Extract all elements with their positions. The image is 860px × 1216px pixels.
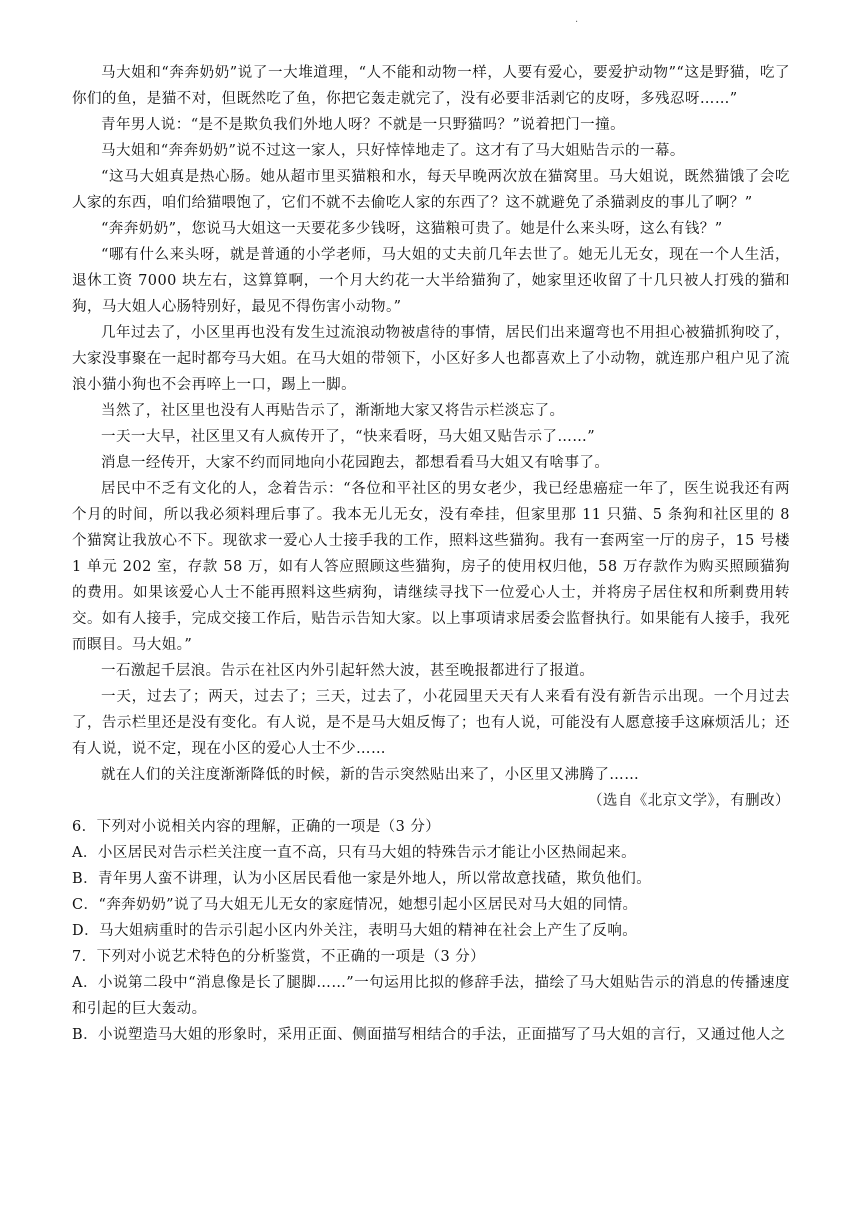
question-stem: 6．下列对小说相关内容的理解，正确的一项是（3 分） <box>72 819 441 835</box>
story-paragraph: 消息一经传开，大家不约而同地向小花园跑去，都想看看马大姐又有啥事了。 <box>101 455 610 471</box>
answer-option-c: C．“奔奔奶奶”说了马大姐无儿无女的家庭情况，她想引起小区居民对马大姐的同情。 <box>72 897 638 913</box>
header-dot: . <box>575 14 579 25</box>
answer-option-d: D．马大姐病重时的告示引起小区内外关注，表明马大姐的精神在社会上产生了反响。 <box>72 923 638 939</box>
story-paragraph: 一石激起千层浪。告示在社区内外引起轩然大波，甚至晚报都进行了报道。 <box>101 663 595 679</box>
story-paragraph: 几年过去了，小区里再也没有发生过流浪动物被虐待的事情，居民们出来遛弯也不用担心被猫抓狗咬了，大家没事聚在一起时都夸马大姐。在马大姐的带领下，小区好多人也都喜欢上了小动物，就连那户租户见了流浪小猫小狗也不会再啐上一口，踢上一脚。 <box>72 325 790 393</box>
story-paragraph: “这马大姐真是热心肠。她从超市里买猫粮和水，每天早晚两次放在猫窝里。马大姐说，既然猫饿了会吃人家的东西，咱们给猫喂饱了，它们不就不去偷吃人家的东西了？这不就避免了杀猫剥皮的事儿了啊？” <box>72 169 790 211</box>
story-paragraph: 一天，过去了；两天，过去了；三天，过去了，小花园里天天有人来看有没有新告示出现。一个月过去了，告示栏里还是没有变化。有人说，是不是马大姐反悔了；也有人说，可能没有人愿意接手这麻烦活儿；还有人说，说不定，现在小区的爱心人士不少…… <box>72 689 790 757</box>
story-paragraph: 当然了，社区里也没有人再贴告示了，渐渐地大家又将告示栏淡忘了。 <box>101 403 565 419</box>
answer-option-a: A．小说第二段中“消息像是长了腿脚……”一句运用比拟的修辞手法，描绘了马大姐贴告示的消息的传播速度和引起的巨大轰动。 <box>72 975 790 1017</box>
question-6 <box>72 814 790 944</box>
story-paragraph: “奔奔奶奶”，您说马大姐这一天要花多少钱呀，这猫粮可贵了。她是什么来头呀，这么有钱？” <box>101 221 723 237</box>
story-text <box>72 60 790 788</box>
source-note: （选自《北京文学》，有删改） <box>587 793 790 809</box>
story-paragraph: 就在人们的关注度渐渐降低的时候，新的告示突然贴出来了，小区里又沸腾了…… <box>101 767 640 783</box>
story-paragraph: 马大姐和“奔奔奶奶”说了一大堆道理，“人不能和动物一样，人要有爱心，要爱护动物”“这是野猫，吃了你们的鱼，是猫不对，但既然吃了鱼，你把它轰走就完了，没有必要非活剥它的皮呀，多残忍呀……” <box>72 65 790 107</box>
answer-option-b: B．青年男人蛮不讲理，认为小区居民看他一家是外地人，所以常故意找碴，欺负他们。 <box>72 871 652 887</box>
document-page <box>72 60 790 1048</box>
question-stem: 7．下列对小说艺术特色的分析鉴赏，不正确的一项是（3 分） <box>72 949 486 965</box>
answer-option-b: B．小说塑造马大姐的形象时，采用正面、侧面描写相结合的手法，正面描写了马大姐的言行，又通过他人之 <box>72 1027 786 1043</box>
story-paragraph: 青年男人说：“是不是欺负我们外地人呀？不就是一只野猫吗？”说着把门一撞。 <box>101 117 626 133</box>
story-paragraph: “哪有什么来头呀，就是普通的小学老师，马大姐的丈夫前几年去世了。她无儿无女，现在一个人生活，退休工资 7000 块左右，这算算啊，一个月大约花一大半给猫狗了，她家里还收留了十几只被人打残的猫和狗，马大姐人心肠特别好，最见不得伤害小动物。” <box>72 247 790 315</box>
story-paragraph: 一天一大早，社区里又有人疯传开了，“快来看呀，马大姐又贴告示了……” <box>101 429 596 445</box>
answer-option-a: A．小区居民对告示栏关注度一直不高，只有马大姐的特殊告示才能让小区热闹起来。 <box>72 845 637 861</box>
story-paragraph: 居民中不乏有文化的人，念着告示：“各位和平社区的男女老少，我已经患癌症一年了，医生说我还有两个月的时间，所以我必须料理后事了。我本无儿无女，没有牵挂，但家里那 11 只猫、5 条狗和社区里的 8 个猫窝让我放心不下。现欲求一爱心人士接手我的工作，照料这些猫狗。我有一套两室一厅的房子，15 号楼 1 单元 202 室，存款 58 万，如有人答应照顾这些猫狗，房子的使用权归他，58 万存款作为购买照顾猫狗的费用。如果该爱心人士不能再照料这些病狗，请继续寻找下一位爱心人士，并将房子居住权和所剩费用转交。如有人接手，完成交接工作后，贴告示告知大家。以上事项请求居委会监督执行。如果能有人接手，我死而瞑目。马大姐。” <box>72 481 790 653</box>
story-paragraph: 马大姐和“奔奔奶奶”说不过这一家人，只好悻悻地走了。这才有了马大姐贴告示的一幕。 <box>101 143 685 159</box>
question-7 <box>72 944 790 1048</box>
